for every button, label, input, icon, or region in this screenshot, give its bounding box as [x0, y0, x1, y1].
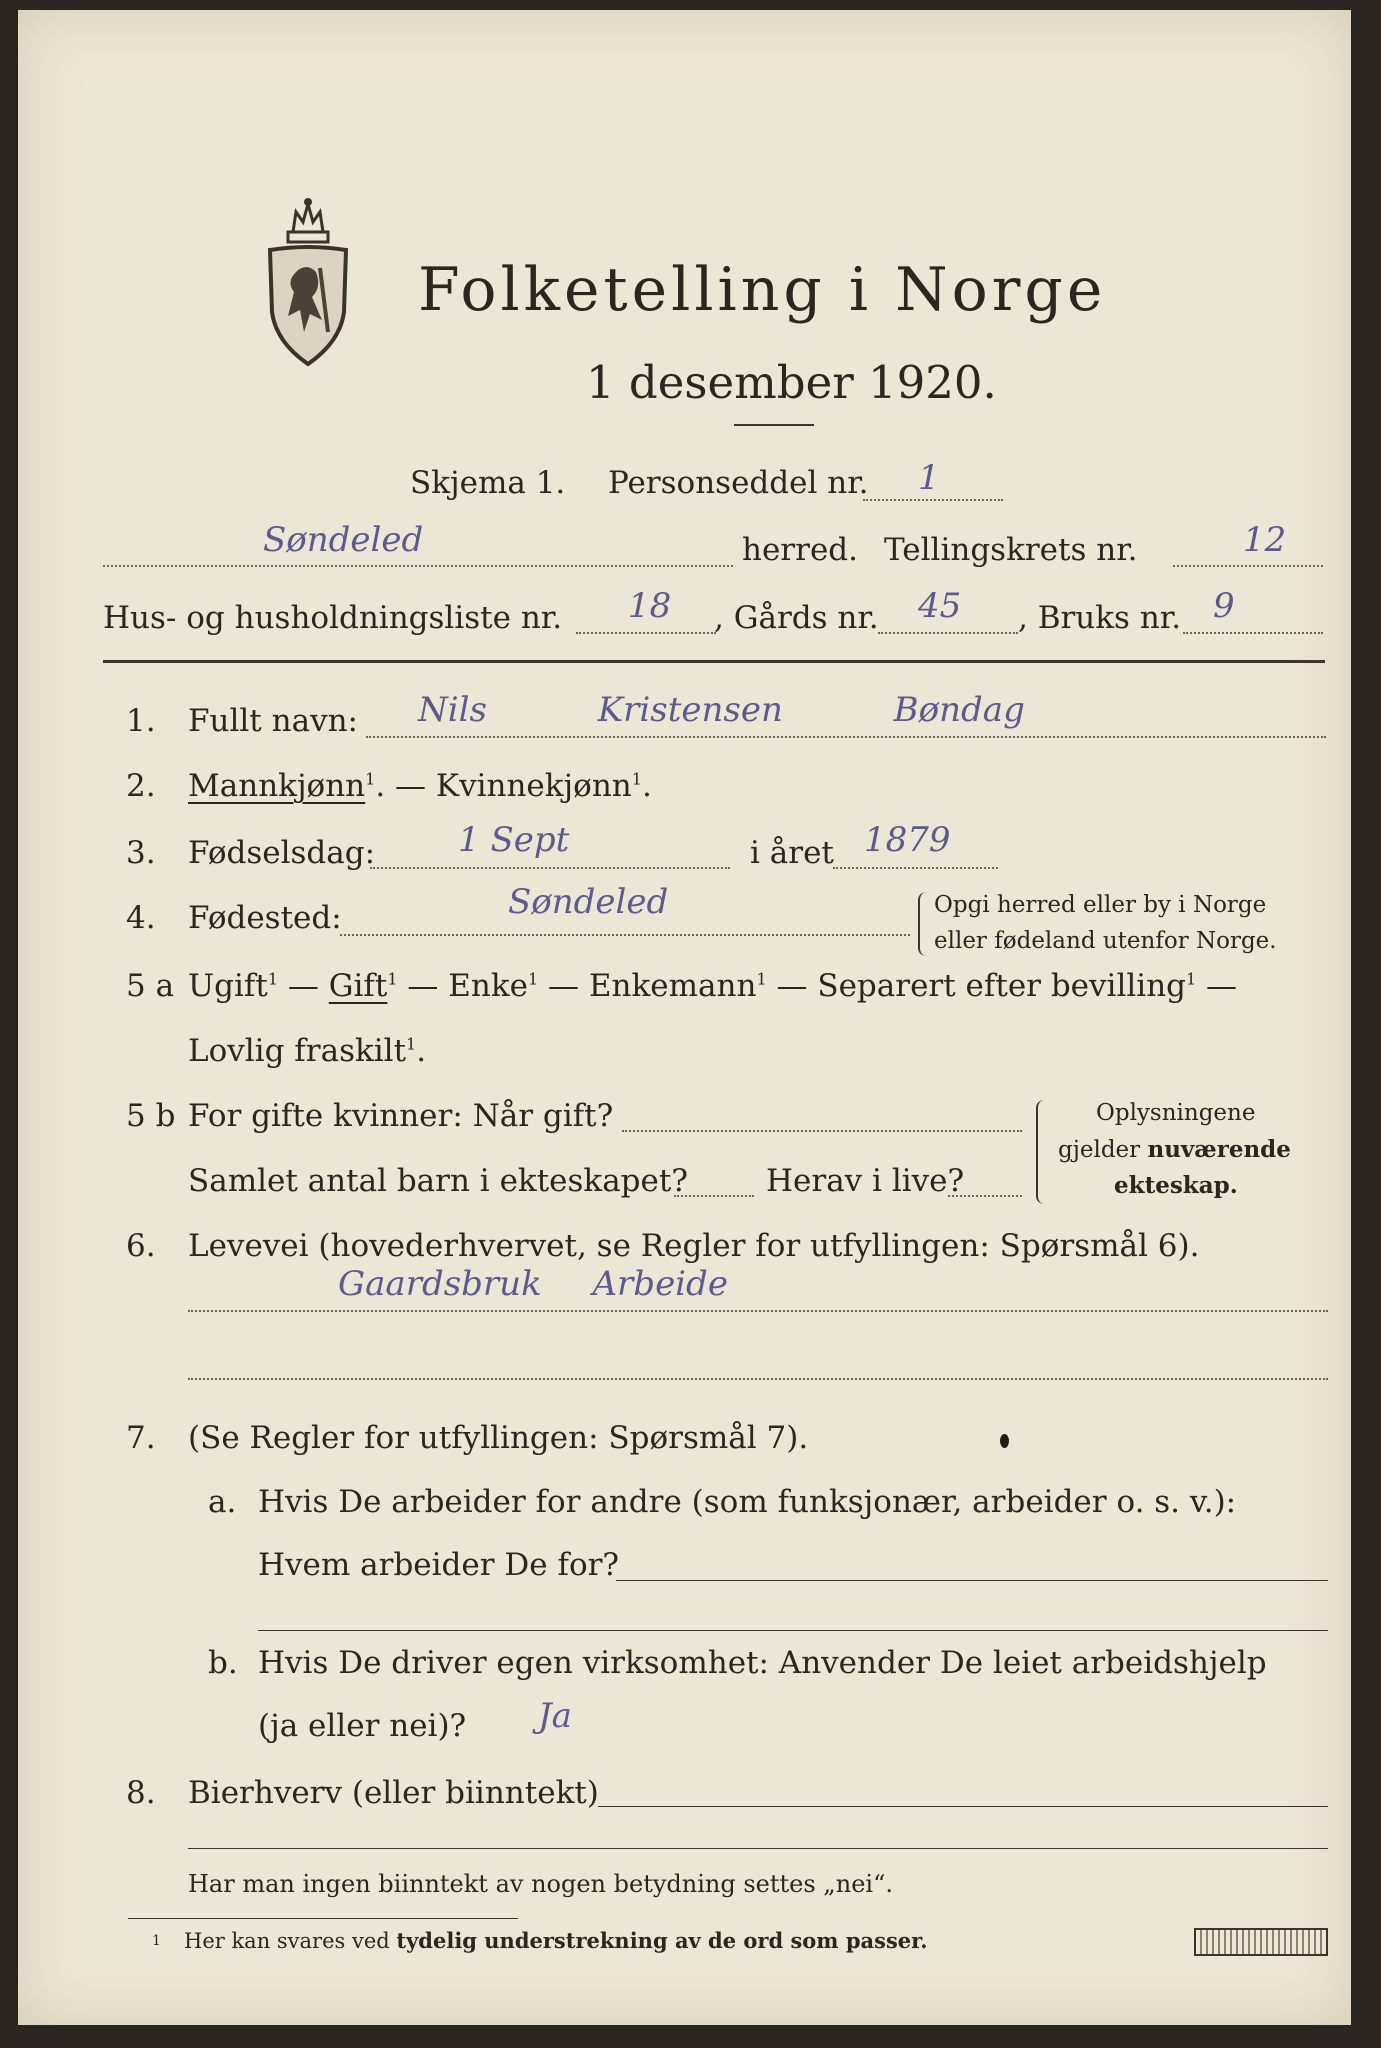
husliste-value[interactable]: 18	[628, 586, 672, 626]
birthplace-value[interactable]: Søndeled	[508, 882, 669, 922]
printer-stamp-icon	[1194, 1928, 1328, 1956]
marriage-note-line1: Oplysningene	[1096, 1100, 1256, 1126]
birth-year-line	[833, 867, 998, 869]
occupation-value[interactable]: Gaardsbruk Arbeide	[338, 1264, 728, 1304]
side-income-line2	[188, 1848, 1328, 1849]
q7-number: 7.	[126, 1420, 156, 1456]
herred-line	[103, 565, 733, 567]
hired-help-value[interactable]: Ja	[538, 1696, 572, 1736]
children-alive-line	[948, 1195, 1022, 1197]
coat-of-arms-icon	[258, 192, 358, 372]
footnote-mark: 1	[152, 1933, 161, 1949]
footnote-text: Her kan svares ved tydelig understrekning av de ord som passer.	[184, 1928, 928, 1953]
marriage-note-line3: ekteskap.	[1114, 1172, 1238, 1199]
husliste-label: Hus- og husholdningsliste nr.	[103, 600, 563, 636]
occupation-line1	[188, 1310, 1328, 1312]
birthday-value[interactable]: 1 Sept	[458, 820, 570, 860]
birthplace-note-line2: eller fødeland utenfor Norge.	[934, 928, 1277, 954]
personseddel-label: Personseddel nr.	[608, 465, 869, 501]
schema-label: Skjema 1.	[410, 465, 566, 501]
birthplace-note-line1: Opgi herred eller by i Norge	[934, 892, 1267, 918]
q5a-number: 5 a	[126, 968, 175, 1004]
birthday-line	[370, 867, 730, 869]
occupation-label: Levevei (hovederhvervet, se Regler for utfyllingen: Spørsmål 6).	[188, 1228, 1200, 1264]
title-divider	[734, 424, 814, 426]
q7a-letter: a.	[208, 1484, 237, 1520]
q7a-line1: Hvis De arbeider for andre (som funksjonær, arbeider o. s. v.):	[258, 1484, 1237, 1520]
gender-mann[interactable]: Mannkjønn	[188, 768, 366, 804]
full-name-label: Fullt navn:	[188, 703, 358, 739]
q7b-line1: Hvis De driver egen virksomhet: Anvender De leiet arbeidshjelp	[258, 1645, 1267, 1681]
herred-value[interactable]: Søndeled	[263, 520, 424, 560]
personseddel-line	[863, 499, 1003, 501]
census-form	[18, 10, 1351, 2025]
tellingskrets-value[interactable]: 12	[1243, 520, 1287, 560]
side-income-line	[598, 1806, 1328, 1807]
marital-enkemann[interactable]: Enkemann	[588, 968, 757, 1004]
q6-number: 6.	[126, 1228, 156, 1264]
q5b-number: 5 b	[126, 1098, 176, 1134]
bruks-value[interactable]: 9	[1213, 586, 1235, 626]
birth-year-label: i året	[750, 835, 834, 871]
q7-label: (Se Regler for utfyllingen: Spørsmål 7).	[188, 1420, 809, 1456]
bruks-line	[1183, 632, 1323, 634]
q2-number: 2.	[126, 768, 156, 804]
marriage-note-brace	[1036, 1100, 1048, 1204]
tellingskrets-line	[1173, 565, 1323, 567]
children-total-line	[674, 1195, 754, 1197]
tellingskrets-label: Tellingskrets nr.	[884, 532, 1138, 568]
children-alive-label: Herav i live?	[766, 1163, 965, 1199]
marital-enke[interactable]: Enke	[448, 968, 528, 1004]
gender-kvinne[interactable]: Kvinnekjønn	[435, 768, 632, 804]
side-income-label: Bierhverv (eller biinntekt)	[188, 1775, 599, 1811]
husliste-line	[576, 632, 716, 634]
q1-number: 1.	[126, 703, 156, 739]
marital-options: Ugift$^1$ — Gift$^1$ — Enke$^1$ — Enkemann$^1$ — Separert efter bevilling$^1$ —	[188, 968, 1238, 1004]
bruks-label: , Bruks nr.	[1018, 600, 1182, 636]
gards-line	[878, 632, 1018, 634]
full-name-line	[366, 736, 1326, 738]
gender-options: Mannkjønn$^1$. — Kvinnekjønn$^1$.	[188, 768, 652, 804]
birthplace-note-brace	[918, 892, 930, 956]
marital-separert[interactable]: Separert efter bevilling	[817, 968, 1187, 1004]
q3-number: 3.	[126, 835, 156, 871]
marital-lovlig[interactable]: Lovlig fraskilt$^1$.	[188, 1033, 427, 1069]
employer-line	[616, 1580, 1328, 1581]
employer-label: Hvem arbeider De for?	[258, 1547, 620, 1583]
married-when-line	[622, 1130, 1022, 1132]
q7b-letter: b.	[208, 1645, 238, 1681]
children-total-label: Samlet antal barn i ekteskapet?	[188, 1163, 688, 1199]
marital-ugift[interactable]: Ugift	[188, 968, 268, 1004]
gards-label: , Gårds nr.	[714, 600, 879, 636]
birth-year-value[interactable]: 1879	[864, 820, 951, 860]
q8-number: 8.	[126, 1775, 156, 1811]
marriage-note-line2: gjelder nuværende	[1058, 1136, 1291, 1163]
form-title: Folketelling i Norge	[418, 255, 1107, 325]
birthday-label: Fødselsdag:	[188, 835, 376, 871]
no-income-note: Har man ingen biinntekt av nogen betydning settes „nei“.	[188, 1870, 893, 1898]
ink-dot	[1000, 1434, 1009, 1448]
q4-number: 4.	[126, 900, 156, 936]
header-rule	[103, 660, 1325, 663]
birthplace-line	[340, 934, 910, 936]
gards-value[interactable]: 45	[918, 586, 962, 626]
full-name-value[interactable]: Nils Kristensen Bøndag	[418, 690, 1025, 730]
marital-gift[interactable]: Gift	[328, 968, 388, 1004]
form-date: 1 desember 1920.	[586, 356, 997, 409]
birthplace-label: Fødested:	[188, 900, 342, 936]
occupation-line2	[188, 1378, 1328, 1380]
married-women-label: For gifte kvinner: Når gift?	[188, 1098, 614, 1134]
herred-label: herred.	[742, 532, 858, 568]
hired-help-label: (ja eller nei)?	[258, 1708, 467, 1744]
footnote-rule	[128, 1918, 518, 1919]
employer-line2	[258, 1630, 1328, 1631]
personseddel-value[interactable]: 1	[918, 458, 940, 498]
